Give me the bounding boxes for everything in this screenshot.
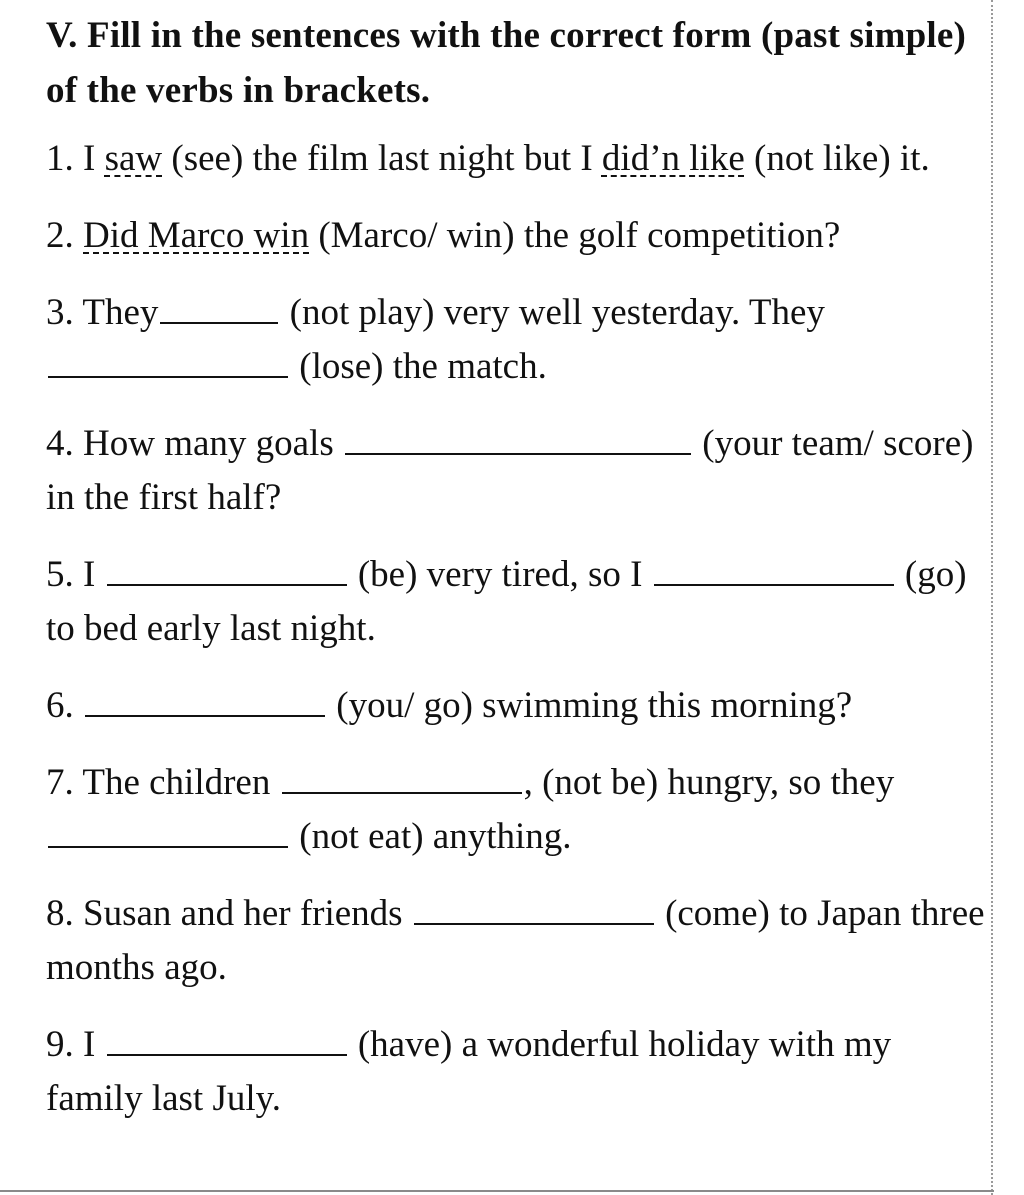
item-text: (Marco/ win) the golf competition?	[318, 215, 841, 256]
filled-answer[interactable]: saw	[104, 138, 163, 179]
exercise-item-2	[46, 209, 991, 263]
item-text: I	[83, 1024, 96, 1065]
item-number: 9.	[46, 1024, 74, 1065]
item-text: (see) the film last night but I	[171, 138, 593, 179]
answer-blank[interactable]	[48, 818, 288, 848]
item-text: (not like) it.	[754, 138, 930, 179]
exercise-heading: V. Fill in the sentences with the correct form (past simple) of the verbs in brackets.	[46, 15, 967, 111]
answer-blank[interactable]	[414, 895, 654, 925]
item-number: 6.	[46, 685, 74, 726]
exercise-item-6	[46, 679, 991, 733]
item-text: Susan and her friends	[83, 893, 403, 934]
exercise-item-3	[46, 286, 991, 394]
item-number: 4.	[46, 423, 74, 464]
filled-answer[interactable]: did’n like	[601, 138, 745, 179]
item-text: How many goals	[83, 423, 334, 464]
item-number: 8.	[46, 893, 74, 934]
answer-blank[interactable]	[654, 556, 894, 586]
item-number: 3.	[46, 292, 74, 333]
exercise-item-9	[46, 1018, 991, 1126]
answer-blank[interactable]	[282, 764, 522, 794]
item-text: , (not be) hungry, so they	[523, 762, 895, 803]
answer-blank[interactable]	[345, 425, 691, 455]
exercise-item-7	[46, 756, 991, 864]
answer-blank[interactable]	[85, 687, 325, 717]
item-text: (you/ go) swimming this morning?	[336, 685, 853, 726]
answer-blank[interactable]	[107, 556, 347, 586]
item-text: (have) a wonderful holiday with my family last July.	[46, 1024, 892, 1119]
exercise-item-1	[46, 132, 991, 186]
item-text: (not play) very well yesterday. They	[289, 292, 825, 333]
item-text: (your team/ score) in the first half?	[46, 423, 974, 518]
item-number: 7.	[46, 762, 74, 803]
answer-blank[interactable]	[160, 294, 278, 324]
exercise-item-4	[46, 417, 991, 525]
exercise-item-5	[46, 548, 991, 656]
item-text: They	[82, 292, 159, 333]
answer-blank[interactable]	[48, 348, 288, 378]
item-text: I	[83, 138, 96, 179]
filled-answer[interactable]: Did Marco win	[83, 215, 310, 256]
item-text: (not eat) anything.	[299, 816, 572, 857]
item-text: (lose) the match.	[299, 346, 547, 387]
item-text: (be) very tired, so I	[357, 554, 643, 595]
item-number: 2.	[46, 215, 74, 256]
item-text: The children	[82, 762, 271, 803]
page-right-border	[991, 0, 993, 1195]
item-number: 5.	[46, 554, 74, 595]
item-text: (come) to Japan three months ago.	[46, 893, 985, 988]
page-bottom-border	[0, 1190, 994, 1192]
item-text: (go) to bed early last night.	[46, 554, 967, 649]
item-number: 1.	[46, 138, 74, 179]
exercise-item-8	[46, 887, 991, 995]
worksheet	[46, 8, 991, 1149]
item-text: I	[83, 554, 96, 595]
answer-blank[interactable]	[107, 1026, 347, 1056]
